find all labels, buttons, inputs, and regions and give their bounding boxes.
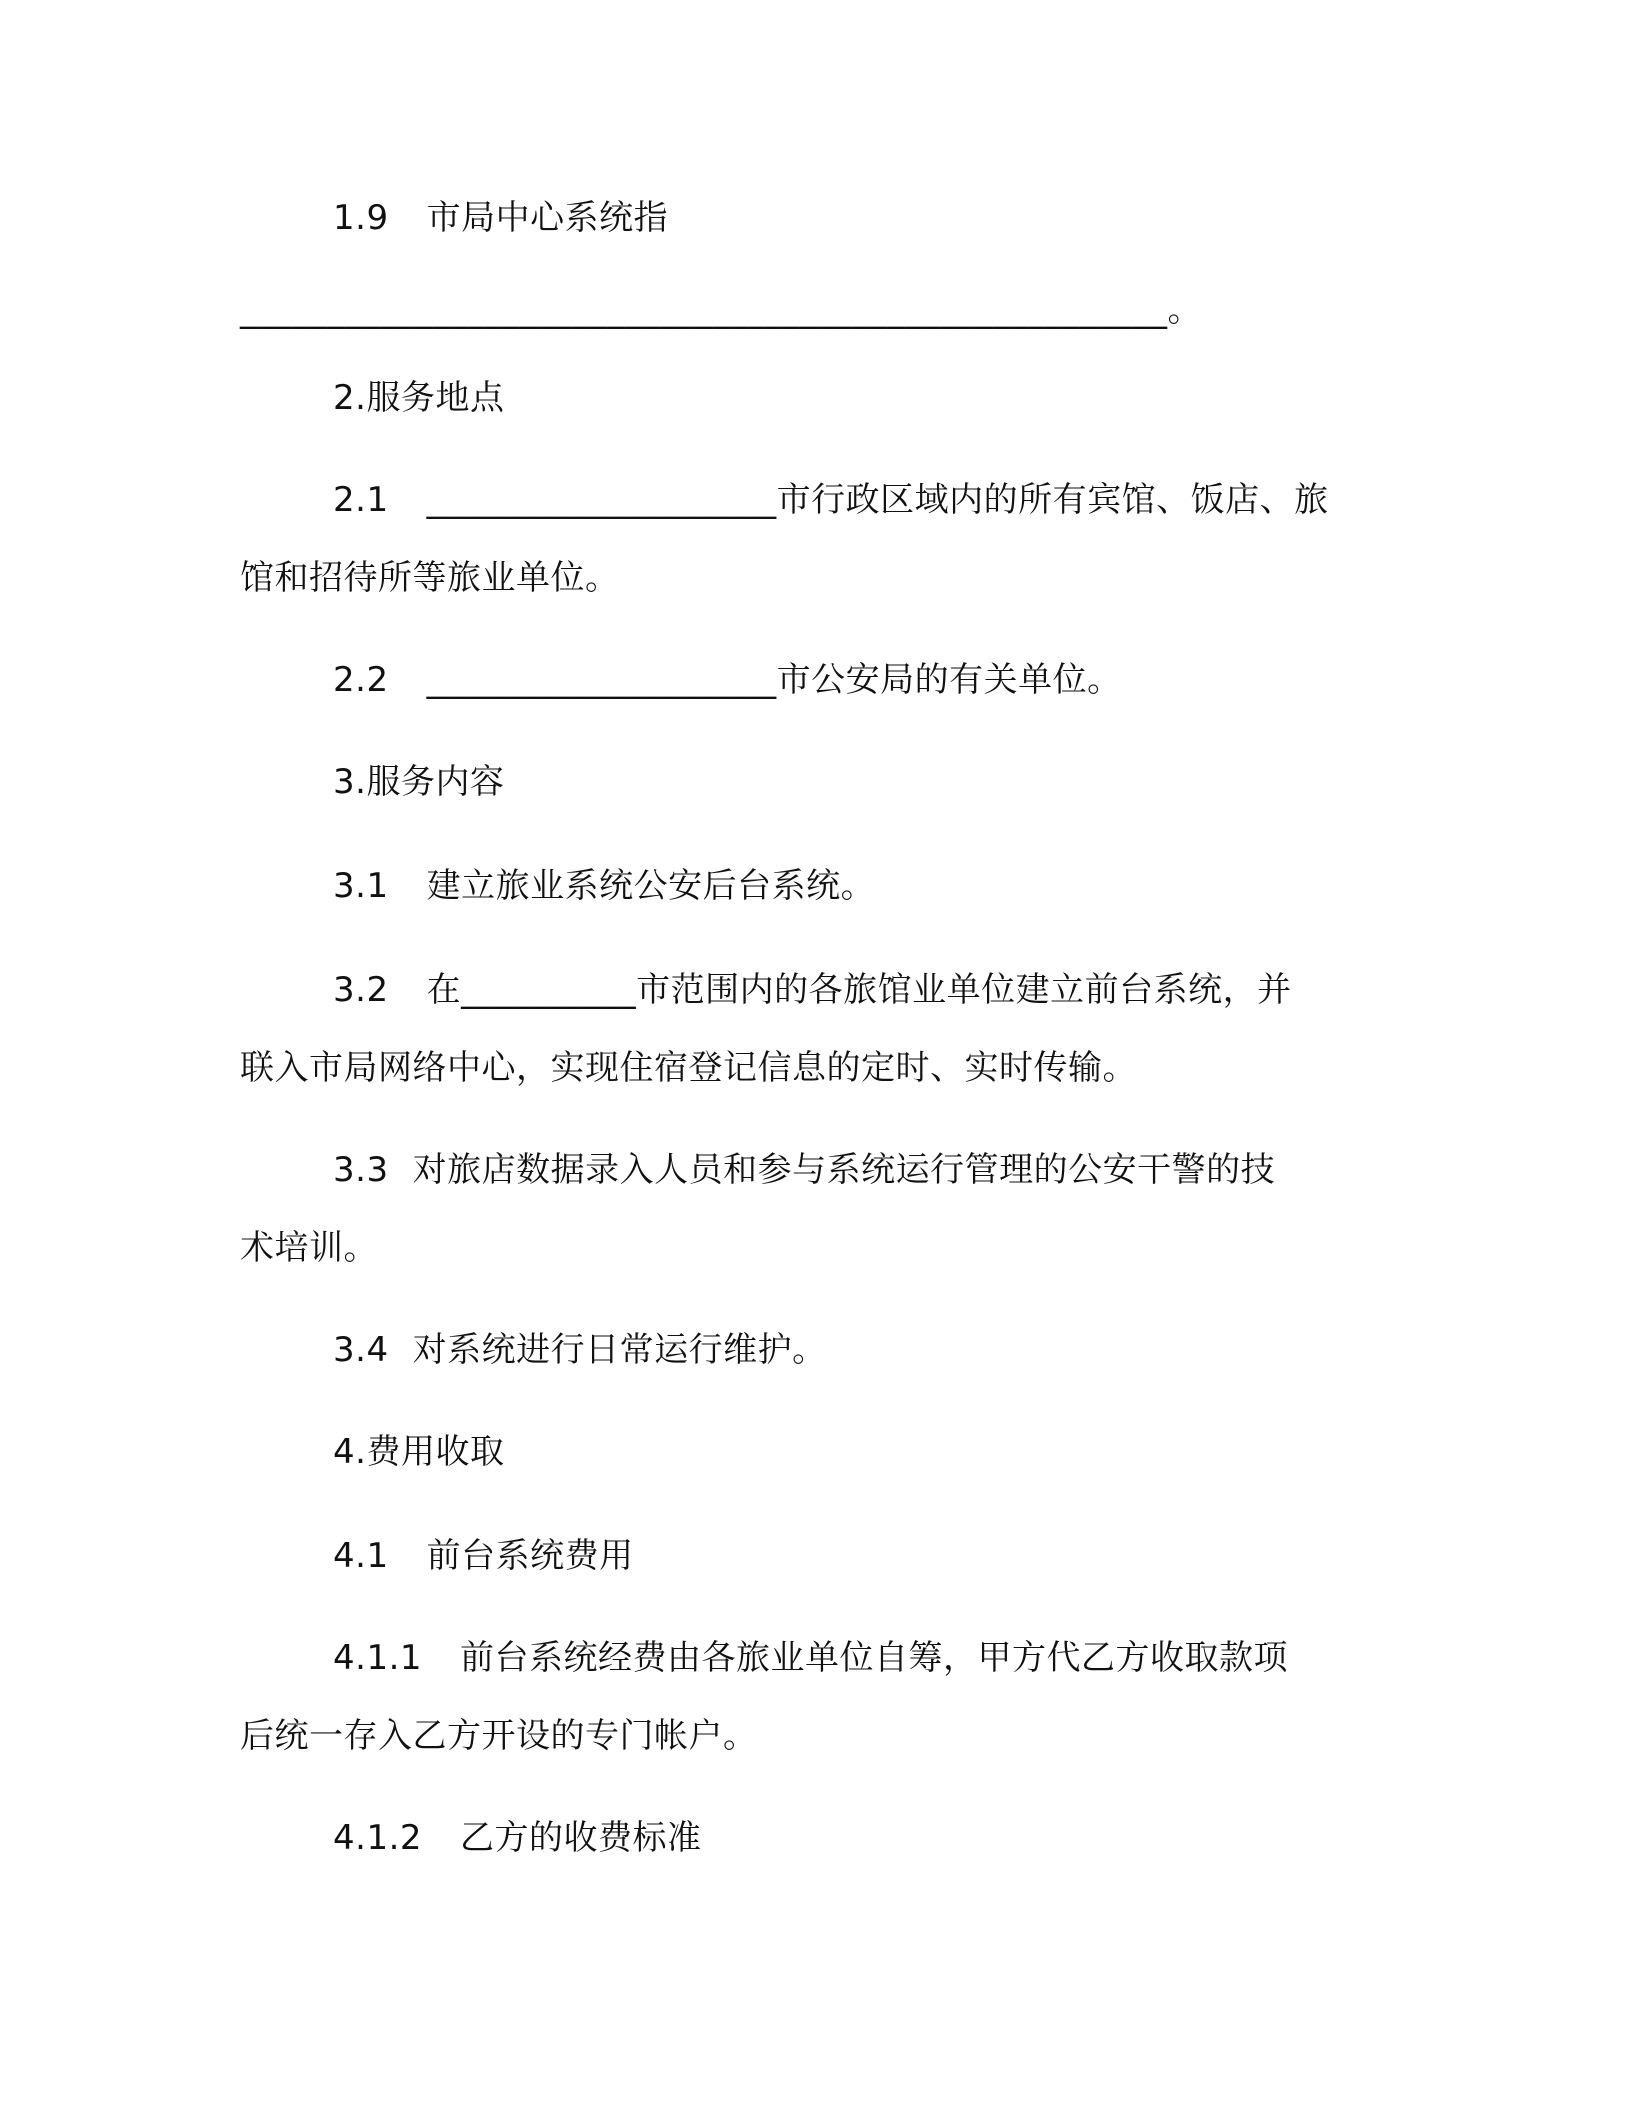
clause-number: 3.1 [333, 866, 389, 906]
clause-number: 3.3 [333, 1150, 389, 1190]
section-heading-text: 4.费用收取 [333, 1432, 505, 1472]
clause-4-1 [333, 1534, 634, 1578]
clause-text: 前台系统经费由各旅业单位自筹，甲方代乙方收取款项 [460, 1638, 1289, 1678]
clause-text: 对系统进行日常运行维护。 [412, 1330, 827, 1370]
section-heading-text: 2.服务地点 [333, 378, 505, 418]
clause-text: 前台系统费用 [426, 1536, 634, 1576]
clause-4-1-1 [333, 1636, 1288, 1680]
clause-number: 4.1 [333, 1536, 389, 1576]
clause-number: 2.1 [333, 480, 389, 520]
clause-text: 后统一存入乙方开设的专门帐户。 [240, 1716, 758, 1756]
clause-text: 在__________市范围内的各旅馆业单位建立前台系统，并 [426, 970, 1292, 1010]
clause-3-1 [333, 864, 875, 908]
clause-3-2 [333, 968, 1292, 1012]
clause-number: 3.4 [333, 1330, 389, 1370]
clause-3-2-continued [240, 1046, 1137, 1090]
clause-2-2 [333, 658, 1122, 702]
clause-3-3 [333, 1148, 1275, 1192]
clause-text: 市局中心系统指 [426, 198, 669, 238]
section-heading-text: 3.服务内容 [333, 762, 505, 802]
clause-4-1-1-continued [240, 1714, 758, 1758]
clause-number: 2.2 [333, 660, 389, 700]
clause-1-9 [333, 196, 668, 240]
section-heading-2 [333, 376, 504, 420]
clause-number: 1.9 [333, 198, 389, 238]
clause-3-4 [333, 1328, 827, 1372]
fill-in-blank: _____________________________________________________。 [240, 290, 1202, 330]
clause-text: 乙方的收费标准 [460, 1818, 702, 1858]
clause-4-1-2 [333, 1816, 702, 1860]
section-heading-3 [333, 760, 504, 804]
clause-text: 对旅店数据录入人员和参与系统运行管理的公安干警的技 [412, 1150, 1276, 1190]
clause-text: 馆和招待所等旅业单位。 [240, 558, 620, 598]
clause-number: 4.1.1 [333, 1638, 423, 1678]
clause-2-1 [333, 478, 1329, 522]
clause-text: 联入市局网络中心，实现住宿登记信息的定时、实时传输。 [240, 1048, 1137, 1088]
clause-text: 术培训。 [240, 1228, 378, 1268]
clause-3-3-continued [240, 1226, 378, 1270]
clause-1-9-blank-line [240, 288, 1202, 332]
section-heading-4 [333, 1430, 504, 1474]
clause-number: 4.1.2 [333, 1818, 423, 1858]
clause-2-1-continued [240, 556, 620, 600]
clause-text: ____________________市公安局的有关单位。 [426, 660, 1122, 700]
clause-text: ____________________市行政区域内的所有宾馆、饭店、旅 [426, 480, 1329, 520]
clause-number: 3.2 [333, 970, 389, 1010]
clause-text: 建立旅业系统公安后台系统。 [426, 866, 876, 906]
